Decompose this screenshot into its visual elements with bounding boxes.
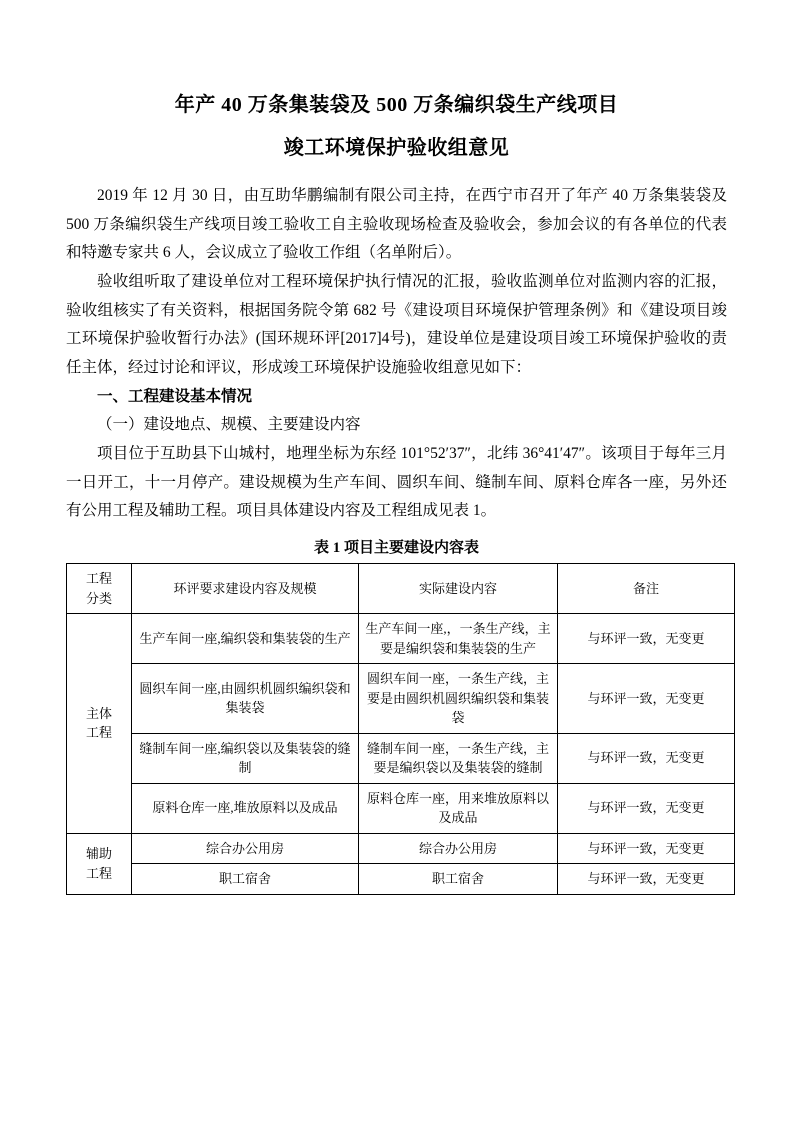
table-cell-note: 与环评一致，无变更 — [558, 833, 735, 864]
table-header-requirement: 环评要求建设内容及规模 — [132, 564, 359, 614]
table-cell-actual: 缝制车间一座，一条生产线，主要是编织袋以及集装袋的缝制 — [359, 733, 558, 783]
table-header-note: 备注 — [558, 564, 735, 614]
paragraph-2: 验收组听取了建设单位对工程环境保护执行情况的汇报，验收监测单位对监测内容的汇报，验收组核实了有关资料，根据国务院令第 682 号《建设项目环境保护管理条例》和《建设项目竣工环境保护验收暂行办法》(国环规环评[2017]4号)，建设单位是建设项目竣工环境保护验收的责任主体，经过讨论和评议，形成竣工环境保护设施验收组意见如下： — [66, 273, 727, 377]
construction-content-table — [66, 563, 735, 895]
table-cell-actual: 原料仓库一座，用来堆放原料以及成品 — [359, 783, 558, 833]
page-title-line1: 年产 40 万条集装袋及 500 万条编织袋生产线项目 — [174, 94, 619, 116]
paragraph-3: 项目位于互助县下山城村，地理坐标为东经 101°52′37″，北纬 36°41′47″。该项目于每年三月一日开工，十一月停产。建设规模为生产车间、圆织车间、缝制车间、原料仓库各一座，另外还有公用工程及辅助工程。项目具体建设内容及工程组成见表 1。 — [66, 445, 727, 520]
category-auxiliary-line2: 工程 — [85, 865, 112, 881]
table-header-category-line1: 工程 — [85, 571, 112, 587]
table-cell-requirement: 职工宿舍 — [132, 864, 359, 895]
page-title-line2: 竣工环境保护验收组意见 — [283, 137, 510, 159]
table-row — [67, 664, 735, 734]
table-cell-category-auxiliary — [67, 833, 132, 894]
category-main-line1: 主体 — [85, 705, 112, 721]
table-header-row — [67, 564, 735, 614]
table-cell-note: 与环评一致，无变更 — [558, 733, 735, 783]
table-caption: 表 1 项目主要建设内容表 — [313, 540, 479, 557]
table-cell-actual: 生产车间一座,，一条生产线，主要是编织袋和集装袋的生产 — [359, 614, 558, 664]
table-header-actual: 实际建设内容 — [359, 564, 558, 614]
table-cell-note: 与环评一致，无变更 — [558, 864, 735, 895]
table-cell-requirement: 生产车间一座,编织袋和集装袋的生产 — [132, 614, 359, 664]
table-cell-requirement: 圆织车间一座,由圆织机圆织编织袋和集装袋 — [132, 664, 359, 734]
table-header-category-line2: 分类 — [85, 590, 112, 606]
table-row — [67, 614, 735, 664]
table-row — [67, 833, 735, 864]
table-cell-requirement: 原料仓库一座,堆放原料以及成品 — [132, 783, 359, 833]
table-cell-actual: 圆织车间一座，一条生产线，主要是由圆织机圆织编织袋和集装袋 — [359, 664, 558, 734]
category-main-line2: 工程 — [85, 725, 112, 741]
table-cell-actual: 综合办公用房 — [359, 833, 558, 864]
table-cell-actual: 职工宿舍 — [359, 864, 558, 895]
table-cell-note: 与环评一致，无变更 — [558, 614, 735, 664]
table-row — [67, 864, 735, 895]
table-header-category — [67, 564, 132, 614]
table-cell-category-main — [67, 614, 132, 834]
table-row — [67, 783, 735, 833]
paragraph-1: 2019 年 12 月 30 日，由互助华鹏编制有限公司主持，在西宁市召开了年产 40 万条集装袋及 500 万条编织袋生产线项目竣工验收工自主验收现场检查及验收会，参加会议的有各单位的代表和特邀专家共 6 人，会议成立了验收工作组（名单附后）。 — [66, 187, 727, 262]
table-cell-requirement: 综合办公用房 — [132, 833, 359, 864]
subsection-heading: （一）建设地点、规模、主要建设内容 — [97, 416, 361, 434]
table-cell-note: 与环评一致，无变更 — [558, 664, 735, 734]
section-heading: 一、工程建设基本情况 — [97, 387, 253, 405]
table-row — [67, 733, 735, 783]
table-cell-requirement: 缝制车间一座,编织袋以及集装袋的缝制 — [132, 733, 359, 783]
table-cell-note: 与环评一致，无变更 — [558, 783, 735, 833]
category-auxiliary-line1: 辅助 — [85, 846, 112, 862]
